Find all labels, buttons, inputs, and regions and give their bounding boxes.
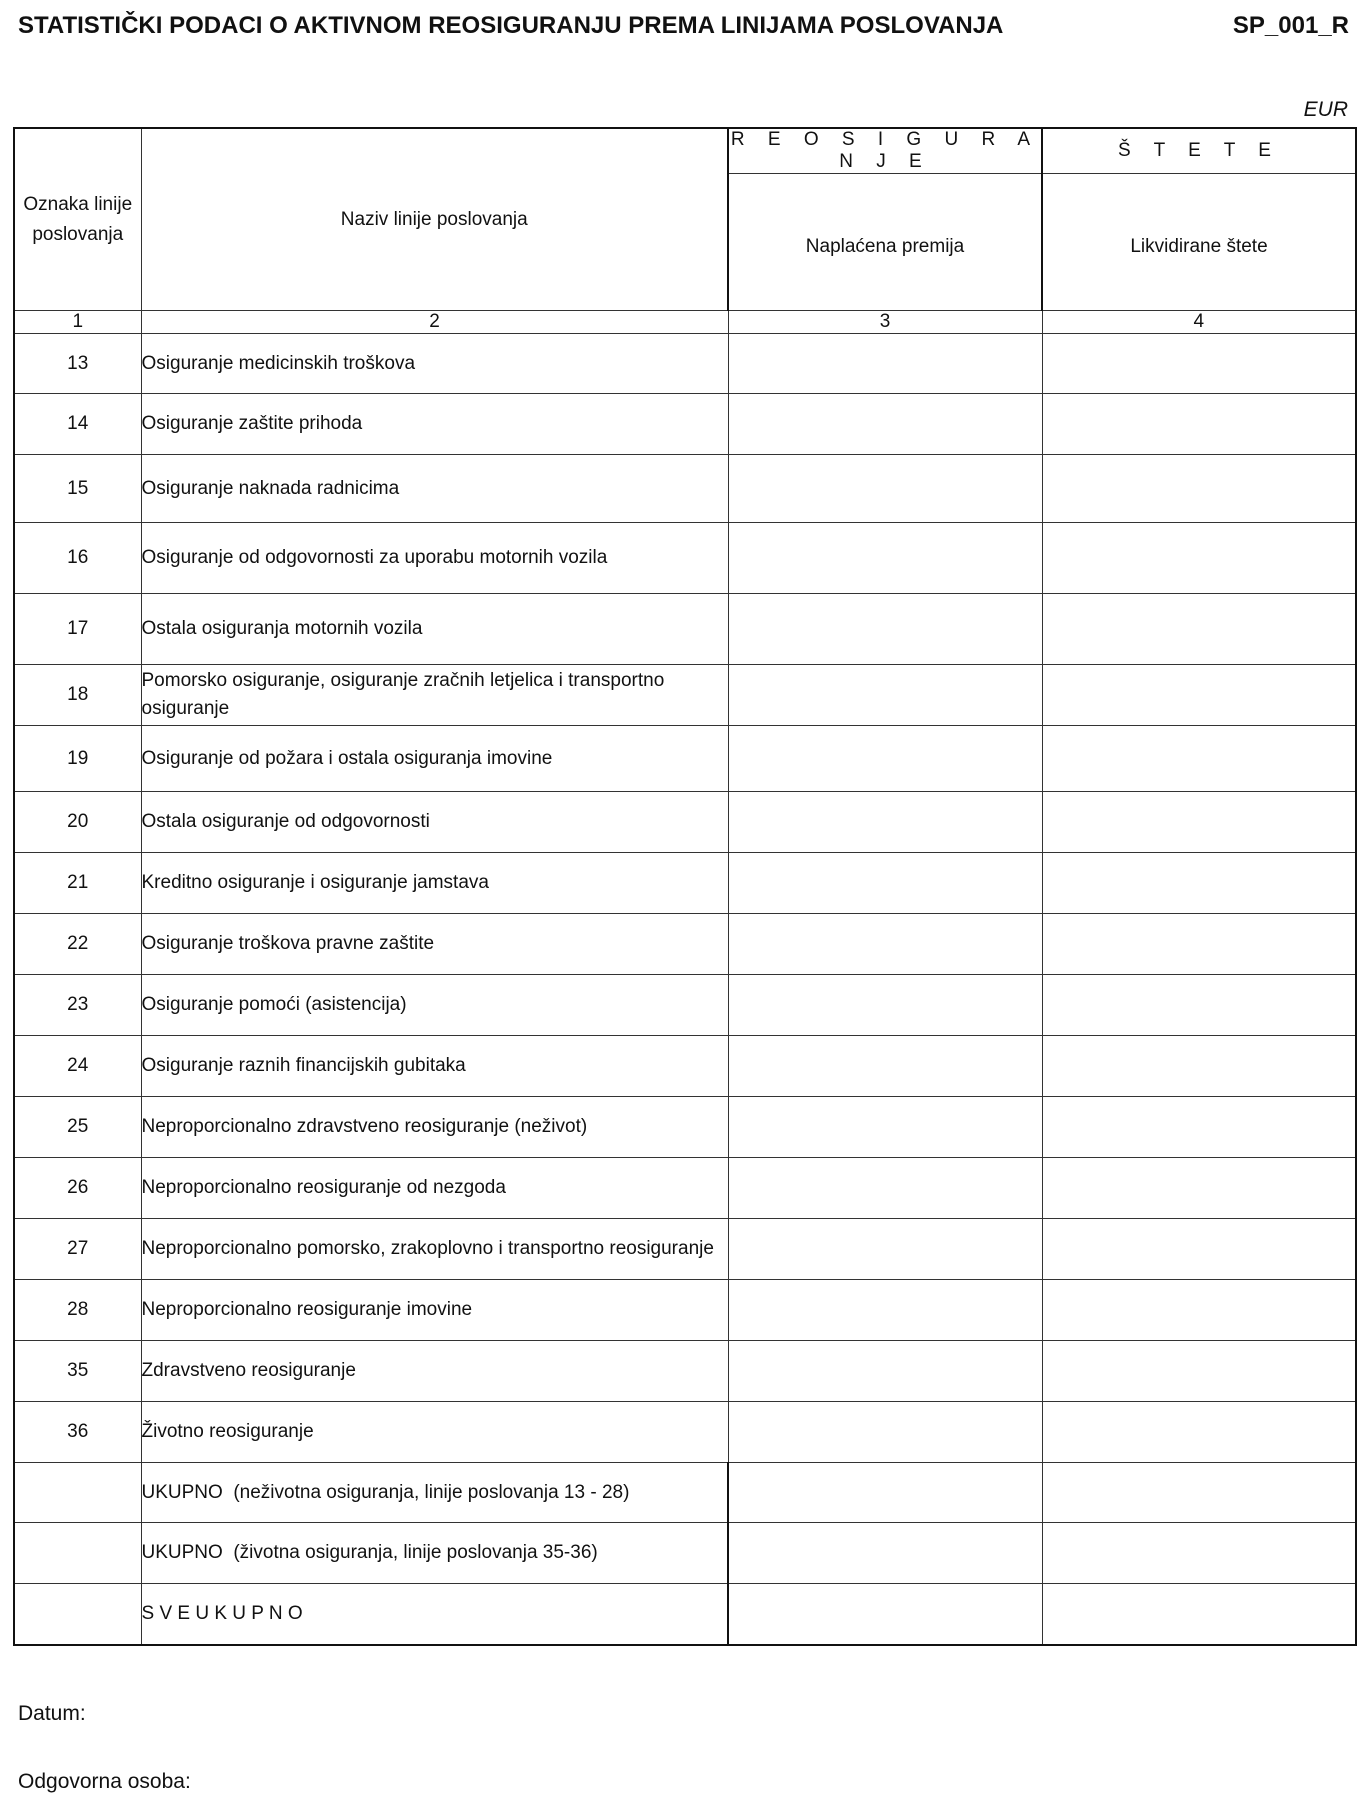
row-name: Osiguranje zaštite prihoda xyxy=(141,394,728,455)
claims-cell[interactable] xyxy=(1042,853,1356,914)
premium-cell[interactable] xyxy=(728,523,1042,594)
premium-cell[interactable] xyxy=(728,1402,1042,1463)
premium-cell[interactable] xyxy=(728,792,1042,853)
premium-cell[interactable] xyxy=(728,975,1042,1036)
claims-cell[interactable] xyxy=(1042,914,1356,975)
row-name: Neproporcionalno reosiguranje od nezgoda xyxy=(141,1158,728,1219)
row-name: Osiguranje medicinskih troškova xyxy=(141,334,728,394)
row-code: 23 xyxy=(14,975,141,1036)
premium-cell[interactable] xyxy=(728,394,1042,455)
column-number: 1 xyxy=(14,311,141,334)
total-code-cell xyxy=(14,1584,141,1645)
claims-cell[interactable] xyxy=(1042,1402,1356,1463)
column-number: 3 xyxy=(728,311,1042,334)
table-row xyxy=(14,914,1356,975)
row-name: Osiguranje raznih financijskih gubitaka xyxy=(141,1036,728,1097)
claims-cell[interactable] xyxy=(1042,523,1356,594)
form-title: STATISTIČKI PODACI O AKTIVNOM REOSIGURANJU PREMA LINIJAMA POSLOVANJA xyxy=(18,12,1004,39)
premium-cell[interactable] xyxy=(728,1036,1042,1097)
premium-cell[interactable] xyxy=(728,1280,1042,1341)
premium-cell[interactable] xyxy=(728,665,1042,726)
group-header-claims: Š T E T E xyxy=(1042,128,1356,174)
table-row xyxy=(14,1219,1356,1280)
form-code: SP_001_R xyxy=(1232,12,1349,39)
reinsurance-table xyxy=(13,127,1357,1646)
claims-total-cell[interactable] xyxy=(1042,1523,1356,1584)
premium-cell[interactable] xyxy=(728,1097,1042,1158)
table-row xyxy=(14,975,1356,1036)
premium-total-cell[interactable] xyxy=(728,1463,1042,1523)
col-header-code: Oznaka linije poslovanja xyxy=(14,128,141,311)
row-name: Ostala osiguranje od odgovornosti xyxy=(141,792,728,853)
claims-cell[interactable] xyxy=(1042,455,1356,523)
col-header-premium: Naplaćena premija xyxy=(728,174,1042,311)
claims-grand-total-cell[interactable] xyxy=(1042,1584,1356,1645)
premium-cell[interactable] xyxy=(728,1219,1042,1280)
row-name: Osiguranje od požara i ostala osiguranja imovine xyxy=(141,726,728,792)
column-number: 2 xyxy=(141,311,728,334)
total-code-cell xyxy=(14,1523,141,1584)
premium-cell[interactable] xyxy=(728,594,1042,665)
row-name: Osiguranje troškova pravne zaštite xyxy=(141,914,728,975)
premium-cell[interactable] xyxy=(728,726,1042,792)
row-code: 14 xyxy=(14,394,141,455)
table-row xyxy=(14,853,1356,914)
total-row-nonlife xyxy=(14,1463,1356,1523)
row-code: 15 xyxy=(14,455,141,523)
date-label: Datum: xyxy=(18,1702,86,1725)
row-name: Neproporcionalno pomorsko, zrakoplovno i transportno reosiguranje xyxy=(141,1219,728,1280)
claims-cell[interactable] xyxy=(1042,1158,1356,1219)
row-code: 18 xyxy=(14,665,141,726)
row-name: Osiguranje pomoći (asistencija) xyxy=(141,975,728,1036)
premium-cell[interactable] xyxy=(728,1158,1042,1219)
row-name: Osiguranje od odgovornosti za uporabu motornih vozila xyxy=(141,523,728,594)
column-number-row xyxy=(14,311,1356,334)
total-label: UKUPNO (životna osiguranja, linije poslovanja 35-36) xyxy=(141,1523,728,1584)
row-name: Životno reosiguranje xyxy=(141,1402,728,1463)
claims-cell[interactable] xyxy=(1042,665,1356,726)
table-row xyxy=(14,455,1356,523)
currency-label: EUR xyxy=(1303,98,1348,121)
row-name: Ostala osiguranja motornih vozila xyxy=(141,594,728,665)
row-name: Zdravstveno reosiguranje xyxy=(141,1341,728,1402)
claims-cell[interactable] xyxy=(1042,594,1356,665)
total-code-cell xyxy=(14,1463,141,1523)
row-code: 27 xyxy=(14,1219,141,1280)
col-header-claims-paid: Likvidirane štete xyxy=(1042,174,1356,311)
table-row xyxy=(14,1402,1356,1463)
row-name: Pomorsko osiguranje, osiguranje zračnih letjelica i transportno osiguranje xyxy=(141,665,728,726)
table-row xyxy=(14,1036,1356,1097)
claims-cell[interactable] xyxy=(1042,1219,1356,1280)
table-row xyxy=(14,1158,1356,1219)
row-code: 19 xyxy=(14,726,141,792)
row-code: 36 xyxy=(14,1402,141,1463)
claims-cell[interactable] xyxy=(1042,1036,1356,1097)
table-row xyxy=(14,594,1356,665)
column-number: 4 xyxy=(1042,311,1356,334)
row-code: 26 xyxy=(14,1158,141,1219)
premium-total-cell[interactable] xyxy=(728,1523,1042,1584)
claims-cell[interactable] xyxy=(1042,726,1356,792)
premium-cell[interactable] xyxy=(728,455,1042,523)
row-code: 16 xyxy=(14,523,141,594)
row-code: 21 xyxy=(14,853,141,914)
grand-total-row xyxy=(14,1584,1356,1645)
claims-cell[interactable] xyxy=(1042,394,1356,455)
premium-grand-total-cell[interactable] xyxy=(728,1584,1042,1645)
premium-cell[interactable] xyxy=(728,914,1042,975)
total-label: UKUPNO (neživotna osiguranja, linije poslovanja 13 - 28) xyxy=(141,1463,728,1523)
row-code: 25 xyxy=(14,1097,141,1158)
grand-total-label: S V E U K U P N O xyxy=(141,1584,728,1645)
table-row xyxy=(14,1280,1356,1341)
claims-cell[interactable] xyxy=(1042,792,1356,853)
row-code: 35 xyxy=(14,1341,141,1402)
row-code: 28 xyxy=(14,1280,141,1341)
premium-cell[interactable] xyxy=(728,334,1042,394)
total-row-life xyxy=(14,1523,1356,1584)
row-code: 24 xyxy=(14,1036,141,1097)
group-header-reinsurance: R E O S I G U R A N J E xyxy=(728,128,1042,174)
row-code: 17 xyxy=(14,594,141,665)
table-row xyxy=(14,334,1356,394)
claims-cell[interactable] xyxy=(1042,1280,1356,1341)
row-name: Kreditno osiguranje i osiguranje jamstava xyxy=(141,853,728,914)
table-row xyxy=(14,1341,1356,1402)
premium-cell[interactable] xyxy=(728,853,1042,914)
claims-cell[interactable] xyxy=(1042,975,1356,1036)
claims-total-cell[interactable] xyxy=(1042,1463,1356,1523)
premium-cell[interactable] xyxy=(728,1341,1042,1402)
table-row xyxy=(14,792,1356,853)
row-name: Neproporcionalno zdravstveno reosiguranje (neživot) xyxy=(141,1097,728,1158)
table-row xyxy=(14,665,1356,726)
claims-cell[interactable] xyxy=(1042,1341,1356,1402)
claims-cell[interactable] xyxy=(1042,334,1356,394)
table-row xyxy=(14,726,1356,792)
row-name: Neproporcionalno reosiguranje imovine xyxy=(141,1280,728,1341)
table-row xyxy=(14,394,1356,455)
row-code: 22 xyxy=(14,914,141,975)
table-row xyxy=(14,1097,1356,1158)
row-code: 20 xyxy=(14,792,141,853)
claims-cell[interactable] xyxy=(1042,1097,1356,1158)
row-code: 13 xyxy=(14,334,141,394)
responsible-person-label: Odgovorna osoba: xyxy=(18,1770,191,1793)
table-row xyxy=(14,523,1356,594)
row-name: Osiguranje naknada radnicima xyxy=(141,455,728,523)
col-header-name: Naziv linije poslovanja xyxy=(141,128,728,311)
